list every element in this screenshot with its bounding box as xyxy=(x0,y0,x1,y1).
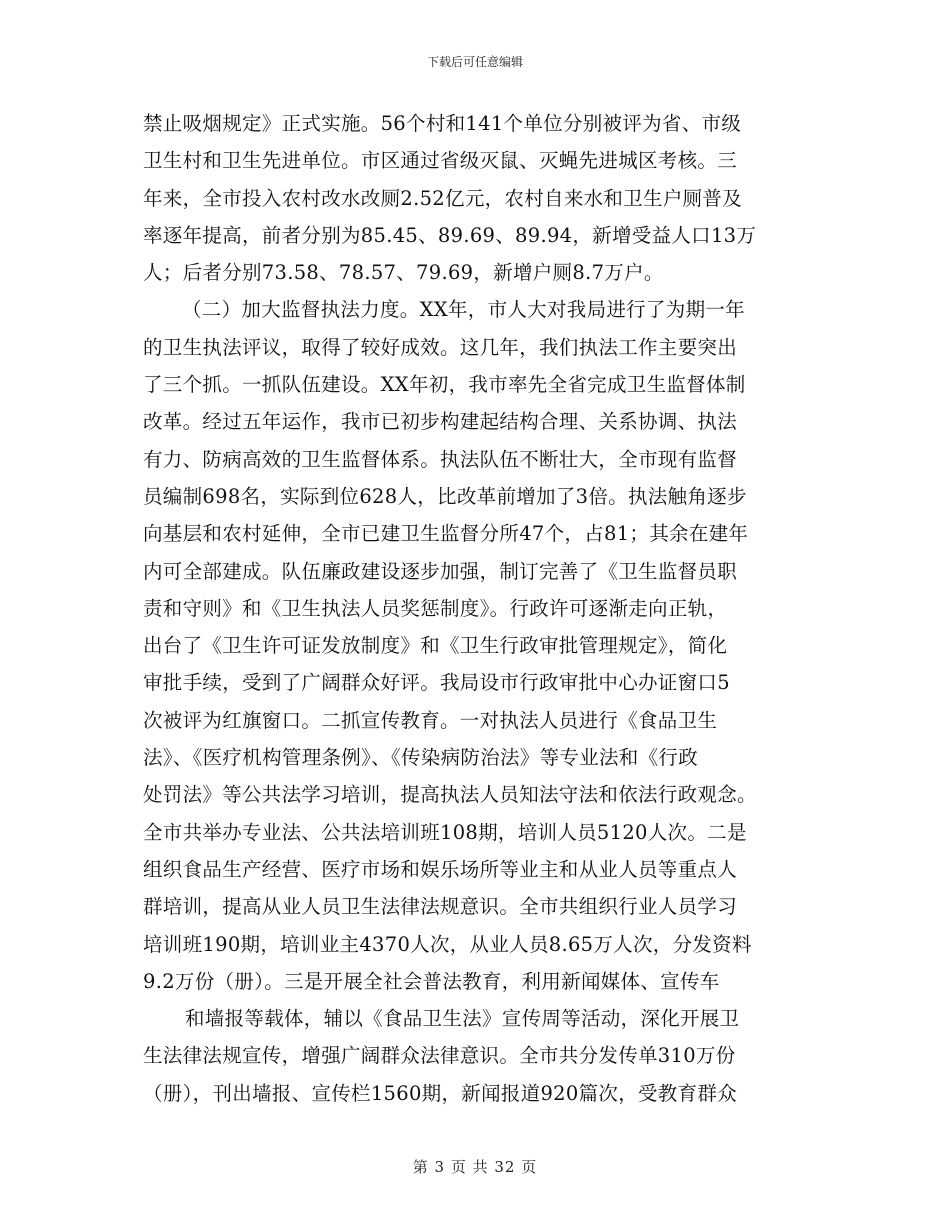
text-line: 审批手续，受到了广阔群众好评。我局设市行政审批中心办证窗口5 xyxy=(143,671,730,695)
text-line: 年来，全市投入农村改水改厕2.52亿元，农村自来水和卫生户厕普及 xyxy=(143,186,743,210)
text-line: 处罚法》等公共法学习培训，提高执法人员知法守法和依法行政观念。 xyxy=(143,783,757,807)
text-line: 了三个抓。一抓队伍建设。XX年初，我市率先全省完成卫生监督体制 xyxy=(143,373,746,397)
text-line: 培训班190期，培训业主4370人次，从业人员8.65万人次，分发资料 xyxy=(143,932,752,956)
text-line: 有力、防病高效的卫生监督体系。执法队伍不断壮大，全市现有监督 xyxy=(143,447,738,471)
text-line: 责和守则》和《卫生执法人员奖惩制度》。行政许可逐渐走向正轨， xyxy=(143,596,728,620)
text-line: 群培训，提高从业人员卫生法律法规意识。全市共组织行业人员学习 xyxy=(143,895,738,919)
document-body xyxy=(143,105,823,1112)
text-line: 法》、《医疗机构管理条例》、《传染病防治法》等专业法和《行政 xyxy=(143,746,699,770)
text-line: 次被评为红旗窗口。二抓宣传教育。一对执法人员进行《食品卫生 xyxy=(143,708,718,732)
text-line: 9.2万份（册）。三是开展全社会普法教育，利用新闻媒体、宣传车 xyxy=(143,969,720,993)
paragraph-start-line: （二）加大监督执法力度。XX年，市人大对我局进行了为期一年 xyxy=(182,298,745,322)
text-line: （册），刊出墙报、宣传栏1560期，新闻报道920篇次，受教育群众 xyxy=(143,1081,737,1105)
text-line: 组织食品生产经营、医疗市场和娱乐场所等业主和从业人员等重点人 xyxy=(143,857,738,881)
text-line: 卫生村和卫生先进单位。市区通过省级灭鼠、灭蝇先进城区考核。三 xyxy=(143,149,738,173)
text-line: 全市共举办专业法、公共法培训班108期，培训人员5120人次。二是 xyxy=(143,820,747,844)
page-header: 下载后可任意编辑 xyxy=(426,55,523,69)
text-line: 率逐年提高，前者分别为85.45、89.69、89.94，新增受益人口13万 xyxy=(143,223,757,247)
text-line: 生法律法规宣传，增强广阔群众法律意识。全市共分发传单310万份 xyxy=(143,1044,736,1068)
page-number-footer: 第 3 页 共 32 页 xyxy=(412,1158,538,1176)
text-line: 内可全部建成。队伍廉政建设逐步加强，制订完善了《卫生监督员职 xyxy=(143,559,738,583)
text-line: 的卫生执法评议，取得了较好成效。这几年，我们执法工作主要突出 xyxy=(143,335,738,359)
text-line: 改革。经过五年运作，我市已初步构建起结构合理、关系协调、执法 xyxy=(143,410,738,434)
text-line: 人；后者分别73.58、78.57、79.69，新增户厕8.7万户。 xyxy=(143,261,664,285)
text-line: 禁止吸烟规定》正式实施。56个村和141个单位分别被评为省、市级 xyxy=(143,112,742,135)
text-line: 向基层和农村延伸，全市已建卫生监督分所47个，占81；其余在建年 xyxy=(143,522,749,546)
text-line: 出台了《卫生许可证发放制度》和《卫生行政审批管理规定》，简化 xyxy=(143,634,728,658)
paragraph-start-line: 和墙报等载体，辅以《食品卫生法》宣传周等活动，深化开展卫 xyxy=(185,1007,740,1031)
text-line: 员编制698名，实际到位628人，比改革前增加了3倍。执法触角逐步 xyxy=(143,484,747,508)
